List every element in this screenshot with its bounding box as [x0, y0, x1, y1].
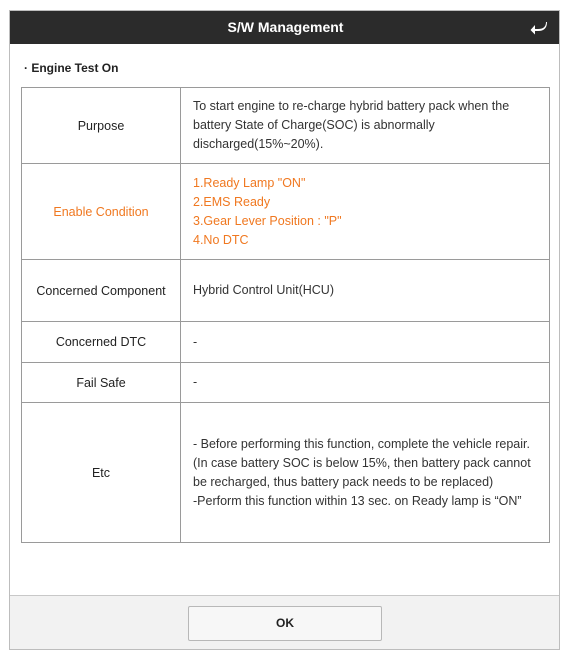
dialog-title: S/W Management — [227, 19, 344, 35]
table-row — [22, 322, 550, 363]
row-label: Concerned Component — [22, 260, 181, 322]
etc-line: -Perform this function within 13 sec. on Ready lamp is “ON” — [193, 493, 522, 508]
row-value: To start engine to re-charge hybrid battery pack when the battery State of Charge(SOC) is abnormally discharged(15%~20%). — [181, 88, 550, 164]
row-value: Hybrid Control Unit(HCU) — [181, 260, 550, 322]
ok-button[interactable]: OK — [188, 606, 382, 641]
table-row — [22, 88, 550, 164]
row-label: Enable Condition — [22, 164, 181, 260]
return-arrow-icon — [530, 21, 548, 35]
condition-line: 4.No DTC — [193, 232, 249, 247]
condition-line: 1.Ready Lamp "ON" — [193, 175, 306, 190]
row-label: Purpose — [22, 88, 181, 164]
row-value — [181, 164, 550, 260]
return-button[interactable] — [517, 11, 560, 44]
dialog-footer — [10, 595, 560, 650]
etc-line: - Before performing this function, complete the vehicle repair.(In case battery SOC is below 15%, then battery pack cannot be recharged, thus battery pack needs to be replaced) — [193, 436, 531, 489]
row-label: Concerned DTC — [22, 322, 181, 363]
row-label: Fail Safe — [22, 363, 181, 403]
row-value — [181, 403, 550, 543]
table-row — [22, 363, 550, 403]
table-row — [22, 403, 550, 543]
section-title: · Engine Test On — [24, 61, 119, 75]
condition-line: 3.Gear Lever Position : "P" — [193, 213, 342, 228]
sw-management-dialog — [9, 10, 560, 650]
table-row — [22, 164, 550, 260]
info-table — [21, 87, 550, 543]
table-row — [22, 260, 550, 322]
row-value: - — [181, 322, 550, 363]
row-label: Etc — [22, 403, 181, 543]
row-value: - — [181, 363, 550, 403]
title-bar — [10, 11, 560, 44]
condition-line: 2.EMS Ready — [193, 194, 271, 209]
